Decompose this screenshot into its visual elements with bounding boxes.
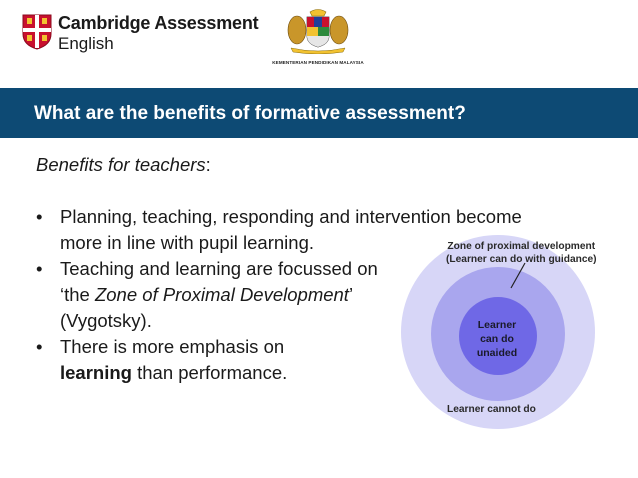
bullet-3-prefix: There is more emphasis on: [60, 336, 285, 357]
header: [0, 0, 638, 88]
cambridge-assessment-logo: [22, 14, 258, 52]
bullet-marker: •: [36, 258, 43, 279]
subtitle: [36, 152, 536, 178]
bullet-2-suffix: ’ (Vygotsky).: [60, 284, 353, 331]
outer-circle-label: Learner cannot do: [447, 404, 536, 415]
cambridge-shield-icon: [22, 14, 52, 50]
bullet-3-suffix: than performance.: [131, 362, 288, 383]
title-bar: [0, 88, 638, 138]
slide-title: What are the benefits of formative assessment?: [34, 103, 466, 124]
zpd-label: [446, 240, 597, 266]
bullet-marker: •: [36, 206, 43, 227]
bullet-2-italic: Zone of Proximal Development: [94, 284, 349, 305]
malaysia-crest-icon: [283, 8, 353, 54]
bullet-item-2: [36, 256, 410, 334]
kpm-logo: [258, 8, 378, 68]
subtitle-colon: :: [205, 154, 211, 175]
bullet-1-text: Planning, teaching, responding and intervention become more in line with pupil learning.: [60, 206, 522, 253]
inner-circle-label: Learner can do unaided: [476, 319, 518, 359]
zpd-label-line2: (Learner can do with guidance): [446, 254, 597, 265]
bullet-item-3: [36, 334, 360, 386]
bullet-3-bold: learning: [60, 362, 132, 383]
bullet-2-prefix: Teaching and learning are focussed on ‘the: [60, 258, 378, 305]
bullet-marker: •: [36, 336, 43, 357]
cambridge-logo-line1: Cambridge Assessment: [58, 13, 259, 33]
subtitle-text: Benefits for teachers: [36, 154, 206, 175]
cambridge-logo-line2: English: [58, 34, 114, 53]
zpd-label-line1: Zone of proximal development: [447, 241, 596, 252]
kpm-caption: KEMENTERIAN PENDIDIKAN MALAYSIA: [272, 60, 364, 65]
